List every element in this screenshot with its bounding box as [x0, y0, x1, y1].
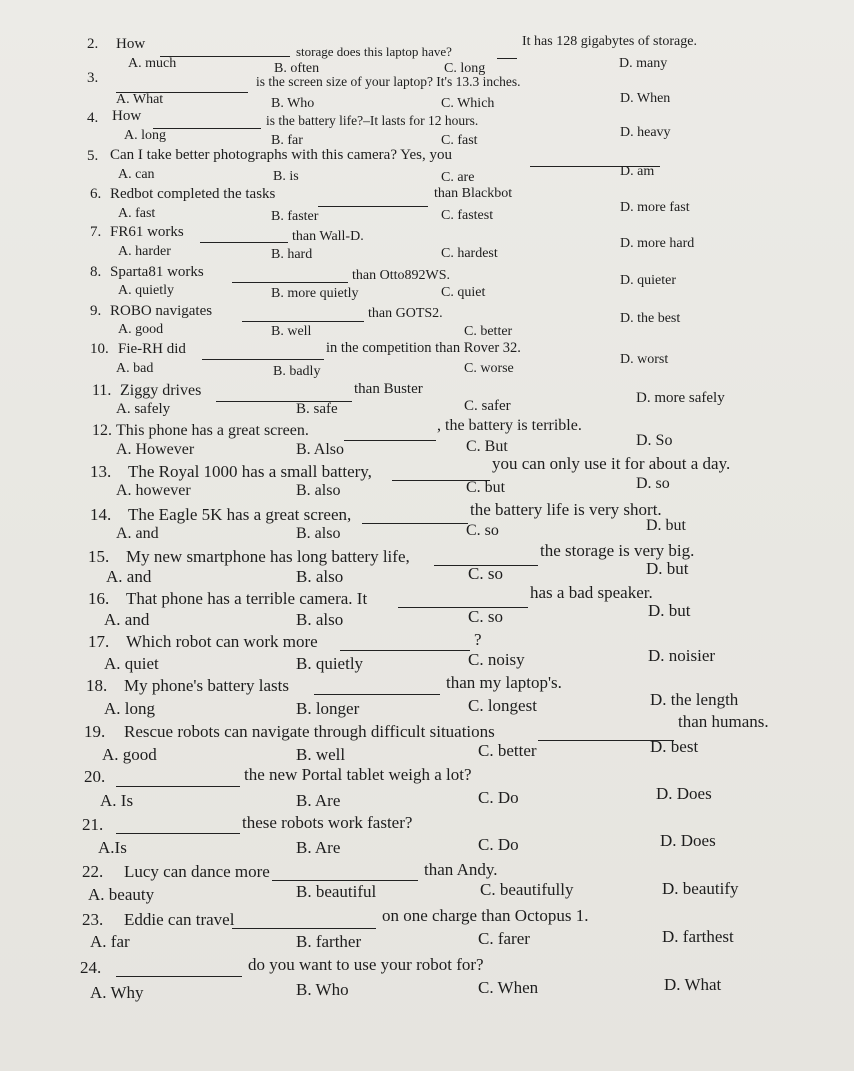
option-b[interactable]: B. often — [274, 61, 320, 76]
question-number: 13. — [90, 462, 112, 481]
option-d[interactable]: D. more safely — [636, 390, 725, 406]
question-number: 20. — [84, 767, 106, 786]
question-number: 12. — [92, 422, 112, 439]
option-c[interactable]: C. farer — [478, 929, 530, 948]
option-b[interactable]: B. is — [273, 169, 299, 184]
option-a[interactable]: A. harder — [118, 244, 171, 259]
question-stem-tail: than Buster — [354, 381, 423, 397]
option-d[interactable]: D. farthest — [662, 927, 734, 946]
question-stem-tail: , the battery is terrible. — [437, 417, 582, 434]
question-stem-lead: Redbot completed the tasks — [110, 186, 276, 202]
option-b[interactable]: B. badly — [273, 364, 321, 379]
answer-blank[interactable] — [318, 190, 428, 207]
question-stem-tail: these robots work faster? — [242, 813, 413, 832]
question-number: 14. — [90, 505, 112, 524]
option-b[interactable]: B. hard — [271, 247, 313, 262]
answer-blank[interactable] — [340, 634, 470, 651]
question-stem-lead: FR61 works — [110, 224, 184, 240]
option-a[interactable]: A. can — [118, 167, 155, 182]
option-c[interactable]: C. quiet — [441, 285, 486, 300]
option-b[interactable]: B. well — [296, 745, 346, 764]
question-stem-lead: Rescue robots can navigate through difficult situations — [124, 722, 495, 741]
question-number: 6. — [90, 186, 102, 202]
question-stem-lead: Ziggy drives — [120, 382, 202, 399]
option-d[interactable]: D. but — [648, 601, 691, 620]
option-c[interactable]: C. Do — [478, 788, 519, 807]
question-stem-tail: is the screen size of your laptop? It's 13.3 inches. — [256, 74, 521, 89]
answer-blank[interactable] — [232, 912, 376, 929]
question-stem-tail: you can only use it for about a day. — [492, 454, 731, 473]
question-stem-tail: than Blackbot — [434, 186, 513, 201]
answer-blank[interactable] — [116, 76, 248, 93]
option-d[interactable]: D. the length — [650, 690, 739, 709]
option-c[interactable]: C. but — [466, 479, 506, 496]
question-number: 16. — [88, 589, 110, 608]
option-d[interactable]: D. many — [619, 56, 668, 71]
question-number: 24. — [80, 958, 102, 977]
question-stem-lead: Which robot can work more — [126, 632, 318, 651]
answer-blank[interactable] — [344, 424, 436, 441]
option-a[interactable]: A. and — [104, 610, 150, 629]
question-number: 7. — [90, 224, 102, 240]
option-b[interactable]: B. also — [296, 482, 341, 499]
option-a[interactable]: A. far — [90, 932, 130, 951]
option-d[interactable]: D. So — [636, 432, 673, 449]
answer-blank[interactable] — [242, 305, 364, 322]
option-d[interactable]: D. but — [646, 517, 686, 534]
question-stem-tail: than GOTS2. — [368, 306, 443, 321]
option-a[interactable]: A. however — [116, 482, 191, 499]
question-stem-lead: How — [112, 108, 142, 124]
option-a[interactable]: A. However — [116, 441, 195, 458]
question-stem-tail: on one charge than Octopus 1. — [382, 906, 589, 925]
option-a[interactable]: A. good — [102, 745, 157, 764]
option-b[interactable]: B. farther — [296, 932, 362, 951]
option-a[interactable]: A. and — [116, 525, 159, 542]
option-b[interactable]: B. beautiful — [296, 882, 377, 901]
option-d[interactable]: D. Does — [660, 831, 716, 850]
option-a[interactable]: A. good — [118, 322, 164, 337]
question-number: 18. — [86, 676, 108, 695]
option-a[interactable]: A. fast — [118, 206, 156, 221]
question-stem-lead: My phone's battery lasts — [124, 676, 290, 695]
question-number: 23. — [82, 910, 104, 929]
question-number: 15. — [88, 547, 110, 566]
option-b[interactable]: B. faster — [271, 209, 319, 224]
option-b[interactable]: B. safe — [296, 401, 338, 417]
option-b[interactable]: B. far — [271, 133, 303, 148]
question-stem-answer: It has 128 gigabytes of storage. — [522, 34, 697, 49]
option-c[interactable]: C. longest — [468, 696, 537, 715]
answer-blank[interactable] — [232, 266, 348, 283]
question-stem-lead: ROBO navigates — [110, 303, 213, 319]
option-a[interactable]: A. safely — [116, 401, 171, 417]
option-a[interactable]: A. Why — [90, 983, 144, 1002]
option-a[interactable]: A. Is — [100, 791, 134, 810]
option-c[interactable]: C. better — [478, 741, 537, 760]
question-number: 22. — [82, 862, 104, 881]
option-c[interactable]: C. When — [478, 978, 539, 997]
answer-blank[interactable] — [216, 385, 352, 402]
answer-blank[interactable] — [200, 226, 288, 243]
answer-blank[interactable] — [116, 770, 240, 787]
option-d[interactable]: D. noisier — [648, 646, 716, 665]
question-stem-tail: the new Portal tablet weigh a lot? — [244, 765, 472, 784]
option-c[interactable]: C. But — [466, 438, 508, 455]
question-number: 3. — [87, 70, 99, 86]
option-c[interactable]: C. fastest — [441, 208, 494, 223]
option-a[interactable]: A. What — [116, 92, 164, 107]
question-stem-tail: than humans. — [678, 712, 769, 731]
option-d[interactable]: D. Does — [656, 784, 712, 803]
answer-blank[interactable] — [153, 112, 261, 129]
option-d[interactable]: D. worst — [620, 352, 669, 367]
option-c[interactable]: C. are — [441, 170, 475, 185]
option-d[interactable]: D. beautify — [662, 879, 739, 898]
question-stem-tail: than Otto892WS. — [352, 268, 450, 283]
answer-blank[interactable] — [314, 678, 440, 695]
option-d[interactable]: D. the best — [620, 311, 681, 326]
answer-blank[interactable] — [160, 40, 290, 57]
question-stem-tail: ? — [474, 630, 482, 649]
option-a[interactable]: A.Is — [98, 838, 127, 857]
question-stem-tail: in the competition than Rover 32. — [326, 340, 521, 356]
option-c[interactable]: C. long — [444, 61, 486, 76]
question-stem-tail: the storage is very big. — [540, 541, 695, 560]
option-c[interactable]: C. so — [468, 564, 503, 583]
question-number: 10. — [90, 341, 109, 357]
question-stem-lead: The Eagle 5K has a great screen, — [128, 505, 352, 524]
question-stem-lead: My new smartphone has long battery life, — [126, 547, 410, 566]
option-b[interactable]: B. Who — [296, 980, 349, 999]
option-c[interactable]: C. hardest — [441, 246, 498, 261]
answer-blank[interactable] — [362, 507, 468, 524]
option-b[interactable]: B. more quietly — [271, 286, 359, 301]
option-a[interactable]: A. beauty — [88, 885, 155, 904]
question-stem-tail: than Wall-D. — [292, 229, 364, 244]
answer-blank[interactable] — [398, 591, 528, 608]
option-c[interactable]: C. Which — [441, 96, 495, 111]
question-stem-tail: the battery life is very short. — [470, 500, 662, 519]
option-c[interactable]: C. better — [464, 324, 513, 339]
option-d[interactable]: D. but — [646, 559, 689, 578]
option-d[interactable]: D. What — [664, 975, 722, 994]
question-stem-lead: Can I take better photographs with this camera? Yes, you — [110, 147, 453, 163]
option-c[interactable]: C. Do — [478, 835, 519, 854]
option-c[interactable]: C. worse — [464, 361, 514, 376]
option-d[interactable]: D. heavy — [620, 125, 671, 140]
option-c[interactable]: C. fast — [441, 133, 478, 148]
option-b[interactable]: B. longer — [296, 699, 360, 718]
answer-blank[interactable] — [116, 817, 240, 834]
option-b[interactable]: B. also — [296, 567, 344, 586]
option-b[interactable]: B. also — [296, 525, 341, 542]
option-b[interactable]: B. also — [296, 610, 344, 629]
question-number: 17. — [88, 632, 110, 651]
option-c[interactable]: C. safer — [464, 398, 511, 414]
question-stem-tail: is the battery life?–It lasts for 12 hours. — [266, 113, 479, 128]
answer-blank[interactable] — [116, 960, 242, 977]
option-d[interactable]: D. more hard — [620, 236, 695, 251]
question-stem-tail: than my laptop's. — [446, 673, 562, 692]
question-stem-tail: has a bad speaker. — [530, 583, 653, 602]
question-stem-lead: Fie-RH did — [118, 341, 186, 357]
option-d[interactable]: D. quieter — [620, 273, 676, 288]
question-number: 8. — [90, 264, 102, 280]
question-stem-lead: Lucy can dance more — [124, 862, 270, 881]
option-b[interactable]: B. Are — [296, 838, 341, 857]
option-a[interactable]: A. and — [106, 567, 152, 586]
option-c[interactable]: C. noisy — [468, 650, 525, 669]
option-d[interactable]: D. When — [620, 91, 671, 106]
question-number: 11. — [92, 382, 112, 399]
question-stem-tail: than Andy. — [424, 860, 498, 879]
question-number: 21. — [82, 815, 104, 834]
question-stem-lead: Sparta81 works — [110, 264, 204, 280]
option-a[interactable]: A. long — [104, 699, 155, 718]
question-stem-tail: storage does this laptop have? — [296, 44, 452, 59]
option-b[interactable]: B. Also — [296, 441, 345, 458]
option-c[interactable]: C. so — [468, 607, 503, 626]
option-a[interactable]: A. long — [124, 128, 166, 143]
option-d[interactable]: D. so — [636, 475, 670, 492]
question-number: 2. — [87, 36, 99, 52]
option-d[interactable]: D. best — [650, 737, 699, 756]
answer-blank[interactable] — [272, 864, 418, 881]
option-a[interactable]: A. much — [128, 56, 177, 71]
option-a[interactable]: A. bad — [116, 361, 154, 376]
question-number: 9. — [90, 303, 102, 319]
option-d[interactable]: D. more fast — [620, 200, 690, 215]
option-b[interactable]: B. Are — [296, 791, 341, 810]
question-stem-lead: The Royal 1000 has a small battery, — [128, 462, 372, 481]
option-c[interactable]: C. beautifully — [480, 880, 574, 899]
option-b[interactable]: B. Who — [271, 96, 315, 111]
option-b[interactable]: B. well — [271, 324, 312, 339]
question-stem-tail: do you want to use your robot for? — [248, 955, 484, 974]
question-stem-lead: That phone has a terrible camera. It — [126, 589, 368, 608]
question-stem-lead: How — [116, 36, 146, 52]
option-c[interactable]: C. so — [466, 522, 499, 539]
answer-blank[interactable] — [202, 343, 324, 360]
question-stem-lead: Eddie can travel — [124, 910, 235, 929]
question-number: 19. — [84, 722, 106, 741]
option-b[interactable]: B. quietly — [296, 654, 364, 673]
answer-blank[interactable] — [497, 42, 517, 59]
option-a[interactable]: A. quiet — [104, 654, 159, 673]
question-number: 4. — [87, 110, 99, 126]
option-d[interactable]: D. am — [620, 164, 655, 179]
question-stem-lead: This phone has a great screen. — [116, 422, 309, 439]
question-number: 5. — [87, 148, 99, 164]
option-a[interactable]: A. quietly — [118, 283, 174, 298]
